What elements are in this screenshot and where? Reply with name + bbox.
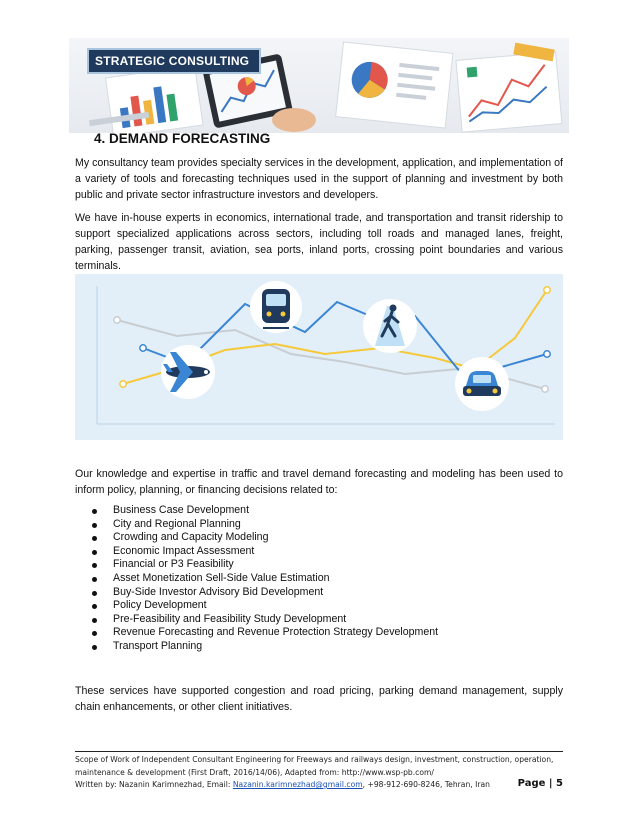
- list-item: Asset Monetization Sell-Side Value Estimation: [92, 572, 438, 586]
- list-item: Buy-Side Investor Advisory Bid Development: [92, 586, 438, 600]
- email-link[interactable]: Nazanin.karimnezhad@gmail.com: [232, 780, 363, 789]
- list-item: Transport Planning: [92, 640, 438, 654]
- list-item: Economic Impact Assessment: [92, 545, 438, 559]
- footer-scope-text: Scope of Work of Independent Consultant Engineering for Freeways and railways design, investment, construction, operation, maintenance & development (First Draft, 2016/14/06), Adapted from: http://www.wsp-pb.com/: [75, 755, 554, 777]
- transport-illustration: [75, 274, 563, 440]
- list-item: City and Regional Planning: [92, 518, 438, 532]
- list-item: Pre-Feasibility and Feasibility Study Development: [92, 613, 438, 627]
- list-item: Policy Development: [92, 599, 438, 613]
- hand-shape: [272, 108, 316, 132]
- footer-divider: [75, 751, 563, 752]
- footer-author: Written by: Nazanin Karimnezhad, Email:: [75, 780, 233, 789]
- illustration-graphic: [75, 274, 563, 440]
- list-item: Revenue Forecasting and Revenue Protection Strategy Development: [92, 626, 438, 640]
- footer-contact: , +98-912-690-8246, Tehran, Iran: [362, 780, 490, 789]
- paper-chart-icon: [336, 42, 453, 128]
- header-banner: [69, 38, 569, 133]
- section-heading: 4. DEMAND FORECASTING: [94, 131, 271, 146]
- pedestrian-icon: [363, 299, 417, 353]
- service-list: [92, 504, 438, 654]
- banner-tag: STRATEGIC CONSULTING: [87, 48, 261, 74]
- airplane-icon: [161, 345, 215, 399]
- list-item: Crowding and Capacity Modeling: [92, 531, 438, 545]
- footer-author-line: [75, 778, 563, 791]
- paper-chart-icon: [106, 66, 203, 133]
- list-item: Financial or P3 Feasibility: [92, 558, 438, 572]
- page-number: Page | 5: [517, 778, 563, 789]
- experts-paragraph: We have in-house experts in economics, international trade, and transportation and transit ridership to support specialized applications across sectors, including toll roads and managed lanes, freight, parking, passenger transit, aviation, sea ports, inland ports, crossing point boundaries and various terminals.: [75, 212, 563, 272]
- paper-chart-icon: [456, 52, 562, 132]
- list-item: Business Case Development: [92, 504, 438, 518]
- expertise-paragraph: Our knowledge and expertise in traffic and travel demand forecasting and modeling has been used to inform policy, planning, or financing decisions related to:: [75, 468, 563, 496]
- train-icon: [250, 281, 302, 333]
- car-icon: [455, 357, 509, 411]
- intro-paragraph: My consultancy team provides specialty services in the development, application, and implementation of a variety of tools and forecasting techniques used in the support of planning and investment by both public and private sector infrastructure investors and developers.: [75, 157, 563, 201]
- closing-paragraph: These services have supported congestion and road pricing, parking demand management, supply chain enhancements, or other client initiatives.: [75, 685, 563, 713]
